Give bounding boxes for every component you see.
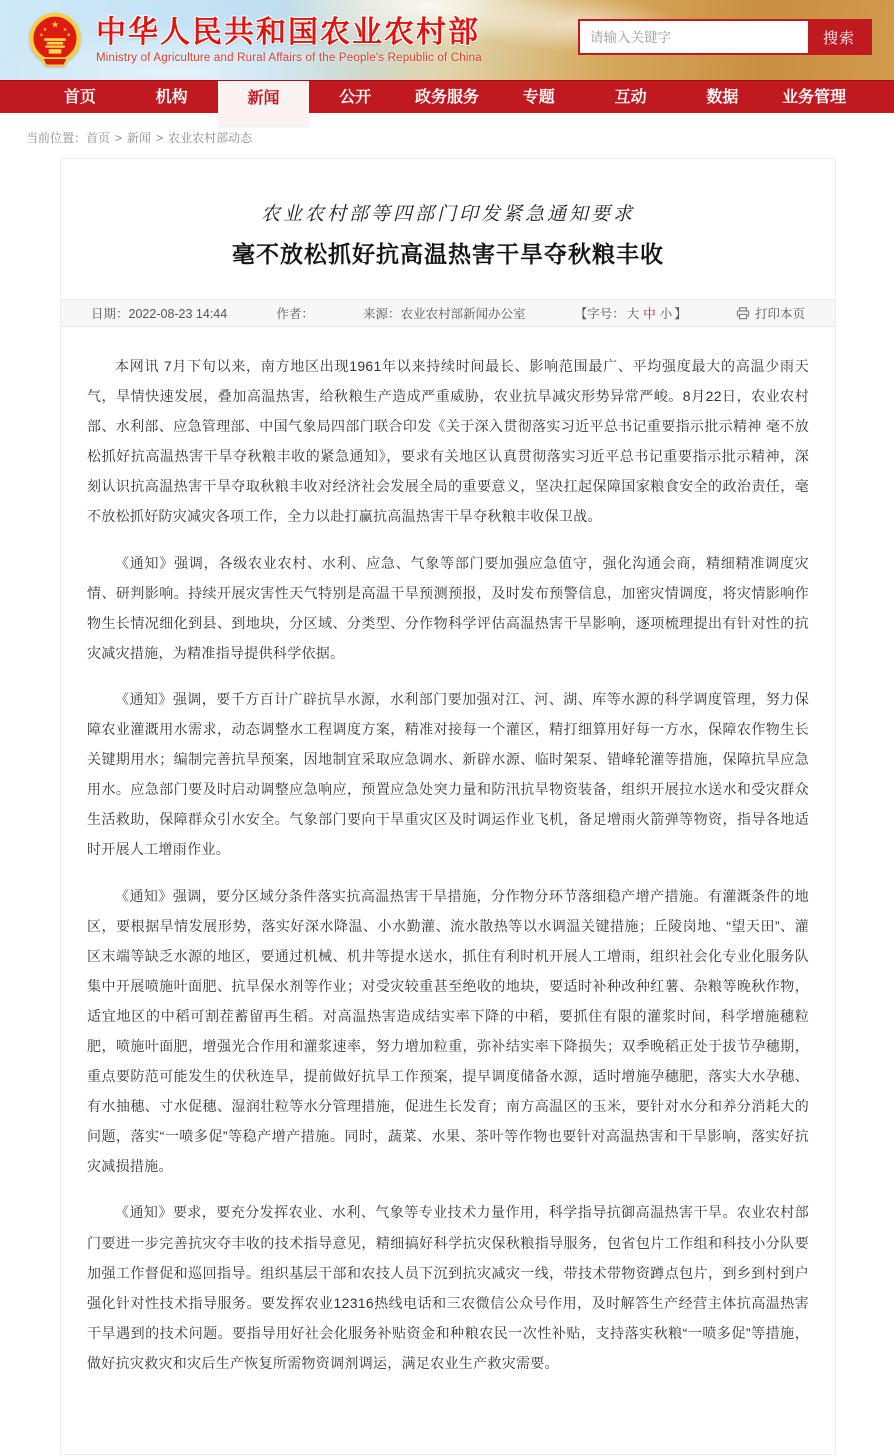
article-meta-bar <box>61 299 835 327</box>
nav-item[interactable]: 新闻 <box>218 81 310 125</box>
nav-item[interactable]: 数据 <box>706 89 739 106</box>
breadcrumb-separator: > <box>156 131 164 145</box>
article-title-line2: 毫不放松抓好抗高温热害干旱夺秋粮丰收 <box>232 241 664 267</box>
breadcrumb-prefix: 当前位置： <box>26 131 87 145</box>
article-paragraph: 《通知》要求，要充分发挥农业、水利、气象等专业技术力量作用，科学指导抗御高温热害干旱。农业农村部门要进一步完善抗灾夺丰收的技术指导意见，精细搞好科学抗灾保秋粮指导服务，包省包片工作组和科技小分队要加强工作督促和巡回指导。组织基层干部和农技人员下沉到抗灾减灾一线，带技术带物资蹲点包片，到乡到村到户强化针对性技术指导服务。要发挥农业12316热线电话和三农微信公众号作用，及时解答生产经营主体抗高温热害干旱遇到的技术问题。要指导用好社会化服务补贴资金和种粮农民一次性补贴，支持落实秋粮“一喷多促”等措施，做好抗灾救灾和灾后生产恢复所需物资调剂调运，满足农业生产救灾需要。 <box>87 1204 809 1371</box>
breadcrumb-current: 农业农村部动态 <box>168 131 253 145</box>
font-size-option[interactable]: 中 <box>643 307 656 321</box>
brand-text <box>96 16 482 64</box>
nav-item[interactable]: 首页 <box>63 89 96 106</box>
article-body <box>61 327 835 1378</box>
site-header <box>0 0 894 80</box>
site-subtitle: Ministry of Agriculture and Rural Affairs of the People's Republic of China <box>96 52 482 64</box>
breadcrumb-link[interactable]: 首页 <box>86 131 111 145</box>
article-paragraph: 《通知》强调，各级农业农村、水利、应急、气象等部门要加强应急值守，强化沟通会商，精细精准调度灾情、研判影响。持续开展灾害性天气特别是高温干旱预测预报，及时发布预警信息，加密灾情调度，将灾情影响作物生长情况细化到县、到地块，分区域、分类型、分作物科学评估高温热害干旱影响，逐项梳理提出有针对性的抗灾减灾措施，为精准指导提供科学依据。 <box>87 554 809 661</box>
article-container <box>60 158 836 1455</box>
meta-date: 日期：2022-08-23 14:44 <box>91 307 228 321</box>
article-paragraph: 《通知》强调，要千方百计广辟抗旱水源，水利部门要加强对江、河、湖、库等水源的科学调度管理，努力保障农业灌溉用水需求，动态调整水工程调度方案，精准对接每一个灌区，精打细算用好每一方水，保障农作物生长关键期用水；编制完善抗旱预案，因地制宜采取应急调水、新辟水源、临时架泵、错峰轮灌等措施，保障抗旱应急用水。应急部门要及时启动调整应急响应，预置应急处突力量和防汛抗旱物资装备，组织开展拉水送水和受灾群众生活救助，保障群众引水安全。气象部门要向干旱重灾区及时调运作业飞机，备足增雨火箭弹等物资，指导各地适时开展人工增雨作业。 <box>87 690 809 858</box>
nav-item[interactable]: 专题 <box>522 89 555 106</box>
meta-source: 来源：农业农村部新闻办公室 <box>363 307 526 321</box>
article-paragraph: 本网讯 7月下旬以来，南方地区出现1961年以来持续时间最长、影响范围最广、平均强度最大的高温少雨天气，旱情快速发展，叠加高温热害，给秋粮生产造成严重威胁，农业抗旱减灾形势异常严峻。8月22日，农业农村部、水利部、应急管理部、中国气象局四部门联合印发《关于深入贯彻落实习近平总书记重要指示批示精神 毫不放松抓好抗高温热害干旱夺秋粮丰收的紧急通知》，要求有关地区认真贯彻落实习近平总书记重要指示批示精神，深刻认识抗高温热害干旱夺取秋粮丰收对经济社会发展全局的重要意义，坚决扛起保障国家粮食安全的政治责任，毫不放松抓好防灾减灾各项工作，全力以赴打赢抗高温热害干旱夺秋粮丰收保卫战。 <box>87 358 809 525</box>
nav-item[interactable]: 业务管理 <box>782 89 847 106</box>
svg-text:★: ★ <box>42 26 48 33</box>
site-brand <box>26 11 482 69</box>
nav-item[interactable]: 机构 <box>155 89 188 106</box>
article-paragraph: 《通知》强调，要分区域分条件落实抗高温热害干旱措施，分作物分环节落细稳产增产措施。有灌溉条件的地区，要根据旱情发展形势，落实好深水降温、小水勤灌、流水散热等以水调温关键措施；丘陵岗地、“望天田”、灌区末端等缺乏水源的地区，要通过机械、机井等提水送水，抓住有利时机开展人工增雨，组织社会化专业化服务队集中开展喷施叶面肥、抗旱保水剂等作业；对受灾较重甚至绝收的地块，要适时补种改种红薯、杂粮等晚秋作物，适宜地区的中稻可割茬蓄留再生稻。对高温热害造成结实率下降的中稻，要抓住有限的灌浆时间，科学增施穗粒肥，喷施叶面肥，增强光合作用和灌浆速率，努力增加粒重，弥补结实率下降损失；双季晚稻正处于拔节孕穗期，重点要防范可能发生的伏秋连旱，提前做好抗旱工作预案，提早调度储备水源，适时增施孕穗肥，落实大水孕穗、有水抽穗、寸水促穗、湿润壮粒等水分管理措施，促进生长发育；南方高温区的玉米，要针对水分和养分消耗大的问题，落实“一喷多促”等稳产增产措施。同时，蔬菜、水果、茶叶等作物也要针对高温热害和干旱影响，落实好抗灾减损措施。 <box>87 887 809 1175</box>
breadcrumb-link[interactable]: 新闻 <box>127 131 152 145</box>
svg-text:★: ★ <box>39 32 44 39</box>
nav-item[interactable]: 互动 <box>614 89 647 106</box>
font-size-control: 【字号： 大 中 小 】 <box>574 307 687 321</box>
font-size-option[interactable]: 小 <box>659 307 673 321</box>
breadcrumb-separator: > <box>115 131 123 145</box>
nav-item[interactable]: 政务服务 <box>415 89 480 106</box>
meta-author: 作者： <box>276 307 314 321</box>
font-size-option[interactable]: 大 <box>626 307 640 321</box>
print-page-label: 打印本页 <box>754 307 805 321</box>
svg-text:★: ★ <box>62 26 68 33</box>
main-nav <box>0 80 894 113</box>
print-page-button[interactable] <box>736 304 805 322</box>
search-box <box>578 19 872 55</box>
svg-text:★: ★ <box>66 32 71 39</box>
search-button[interactable]: 搜索 <box>808 21 870 53</box>
article-title-line1: 农业农村部等四部门印发紧急通知要求 <box>260 204 635 225</box>
nav-item[interactable]: 公开 <box>339 89 372 106</box>
national-emblem-icon <box>26 11 84 69</box>
site-title: 中华人民共和国农业农村部 <box>96 16 480 49</box>
printer-icon <box>736 307 750 320</box>
svg-text:★: ★ <box>50 19 60 30</box>
breadcrumb <box>0 113 894 158</box>
search-input[interactable] <box>580 21 808 53</box>
